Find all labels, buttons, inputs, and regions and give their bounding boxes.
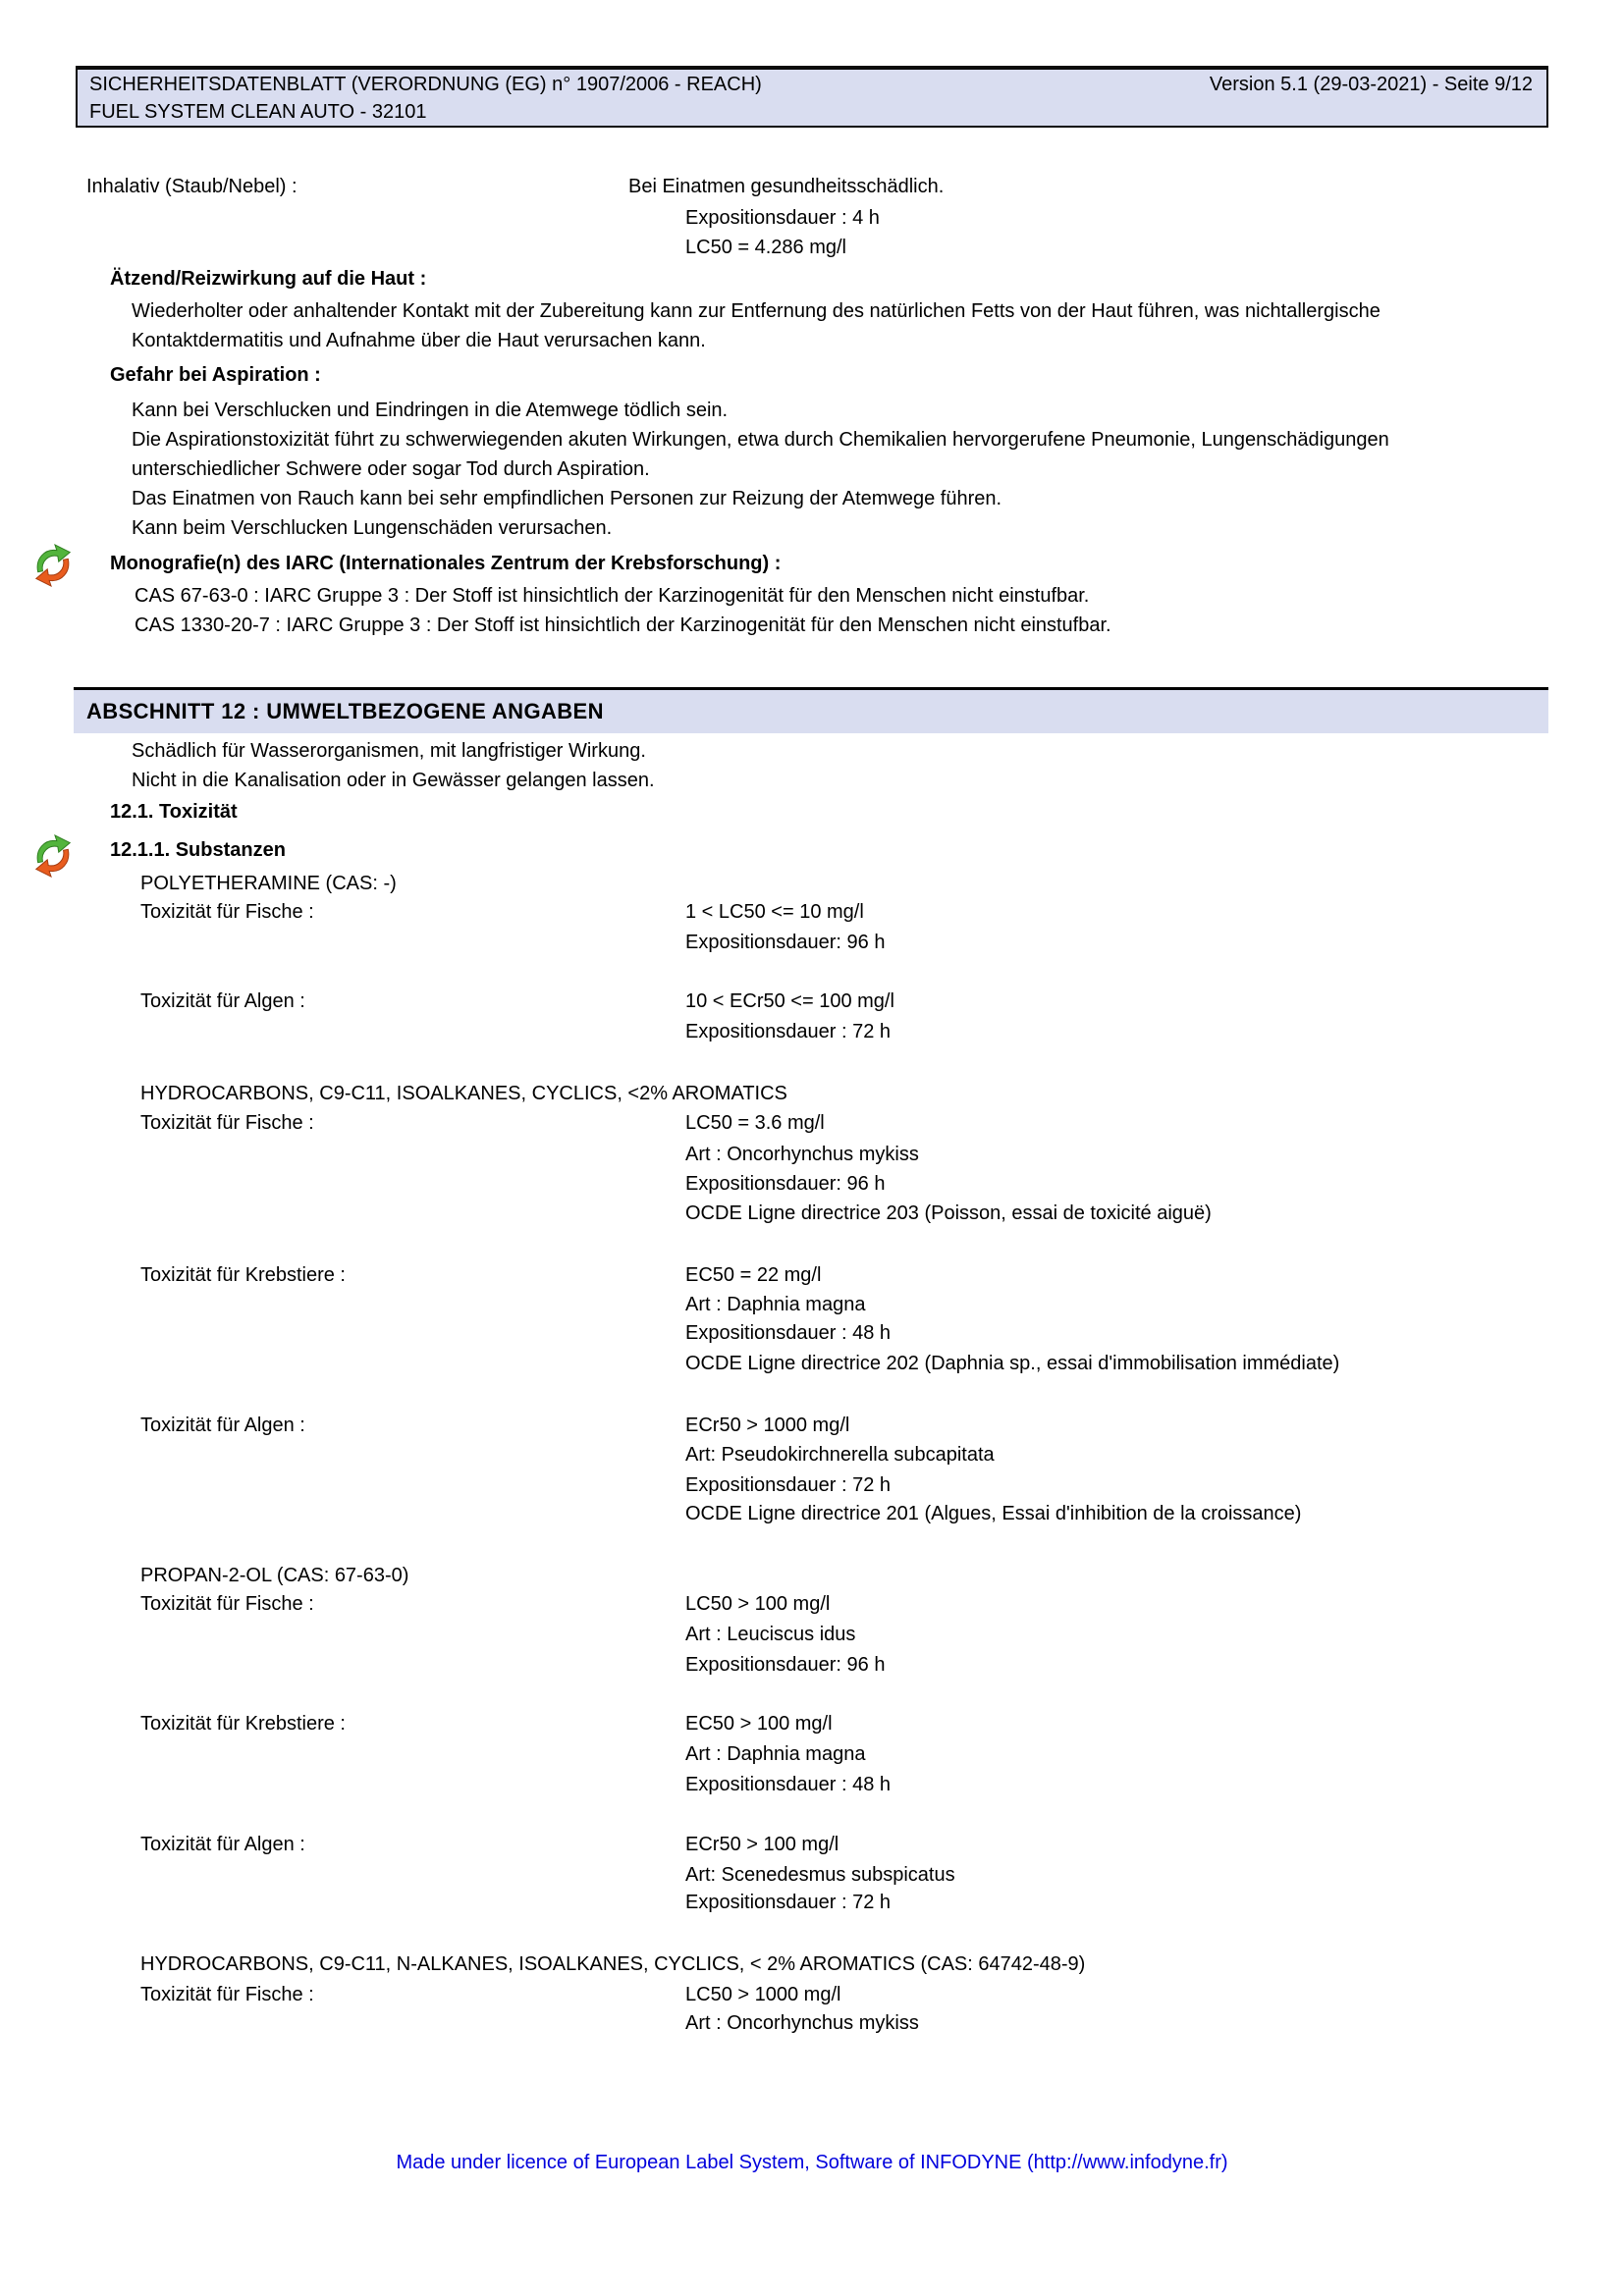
inhalation-value: Bei Einatmen gesundheitsschädlich. — [628, 176, 945, 197]
tox-row-value: Art : Oncorhynchus mykiss — [685, 1144, 919, 1165]
aspiration-hazard-text: Die Aspirationstoxizität führt zu schwerwiegenden akuten Wirkungen, etwa durch Chemikalien hervorgerufene Pneumonie, Lungenschädigungen — [132, 429, 1389, 451]
tox-row-value: Expositionsdauer: 96 h — [685, 932, 886, 953]
tox-row-value: Expositionsdauer : 48 h — [685, 1322, 892, 1344]
substance-name: POLYETHERAMINE (CAS: -) — [140, 873, 397, 894]
tox-row-label: Toxizität für Algen : — [140, 1834, 305, 1855]
section-12-header — [74, 690, 1548, 733]
aspiration-hazard-text: Kann beim Verschlucken Lungenschäden verursachen. — [132, 517, 613, 539]
tox-row-value: LC50 > 100 mg/l — [685, 1593, 831, 1615]
subsection-12-1-heading: 12.1. Toxizität — [110, 801, 238, 823]
iarc-heading: Monografie(n) des IARC (Internationales Zentrum der Krebsforschung) : — [110, 553, 782, 574]
document-title: SICHERHEITSDATENBLATT (VERORDNUNG (EG) n° 1907/2006 - REACH) — [89, 74, 762, 95]
product-name: FUEL SYSTEM CLEAN AUTO - 32101 — [89, 101, 427, 123]
tox-row-value: OCDE Ligne directrice 203 (Poisson, essai de toxicité aiguë) — [685, 1202, 1212, 1224]
tox-row-value: LC50 > 1000 mg/l — [685, 1984, 841, 2005]
tox-row-value: 1 < LC50 <= 10 mg/l — [685, 901, 864, 923]
tox-row-label: Toxizität für Krebstiere : — [140, 1264, 346, 1286]
tox-row-value: Art : Daphnia magna — [685, 1294, 866, 1315]
tox-row-value: Art: Scenedesmus subspicatus — [685, 1864, 955, 1886]
iarc-cas-line: CAS 1330-20-7 : IARC Gruppe 3 : Der Stoff ist hinsichtlich der Karzinogenität für den Menschen nicht einstufbar. — [135, 614, 1111, 636]
tox-row-value: Expositionsdauer : 72 h — [685, 1474, 892, 1496]
iarc-cas-line: CAS 67-63-0 : IARC Gruppe 3 : Der Stoff ist hinsichtlich der Karzinogenität für den Menschen nicht einstufbar. — [135, 585, 1090, 607]
tox-row-value: Art : Daphnia magna — [685, 1743, 866, 1765]
document-header — [76, 66, 1548, 128]
section-12-intro: Schädlich für Wasserorganismen, mit langfristiger Wirkung. — [132, 740, 646, 762]
skin-corrosion-text: Wiederholter oder anhaltender Kontakt mit der Zubereitung kann zur Entfernung des natürlichen Fetts von der Haut führen, was nichtallergische — [132, 300, 1380, 322]
section-12-intro: Nicht in die Kanalisation oder in Gewässer gelangen lassen. — [132, 770, 655, 791]
inhalation-value: LC50 = 4.286 mg/l — [685, 237, 846, 258]
tox-row-value: Expositionsdauer : 72 h — [685, 1892, 892, 1913]
aspiration-hazard-heading: Gefahr bei Aspiration : — [110, 364, 321, 386]
substance-name: HYDROCARBONS, C9-C11, N-ALKANES, ISOALKANES, CYCLICS, < 2% AROMATICS (CAS: 64742-48-9) — [140, 1953, 1086, 1975]
tox-row-value: OCDE Ligne directrice 201 (Algues, Essai d'inhibition de la croissance) — [685, 1503, 1302, 1524]
aspiration-hazard-text: Kann bei Verschlucken und Eindringen in die Atemwege tödlich sein. — [132, 400, 729, 421]
aspiration-hazard-text: unterschiedlicher Schwere oder sogar Tod durch Aspiration. — [132, 458, 650, 480]
tox-row-value: 10 < ECr50 <= 100 mg/l — [685, 990, 894, 1012]
substance-name: PROPAN-2-OL (CAS: 67-63-0) — [140, 1565, 409, 1586]
tox-row-label: Toxizität für Fische : — [140, 1593, 314, 1615]
tox-row-value: EC50 = 22 mg/l — [685, 1264, 822, 1286]
section-12-title: ABSCHNITT 12 : UMWELTBEZOGENE ANGABEN — [86, 699, 604, 723]
tox-row-value: EC50 > 100 mg/l — [685, 1713, 833, 1735]
tox-row-label: Toxizität für Algen : — [140, 990, 305, 1012]
tox-row-label: Toxizität für Fische : — [140, 901, 314, 923]
skin-corrosion-text: Kontaktdermatitis und Aufnahme über die Haut verursachen kann. — [132, 330, 706, 351]
tox-row-value: ECr50 > 100 mg/l — [685, 1834, 839, 1855]
tox-row-label: Toxizität für Fische : — [140, 1112, 314, 1134]
inhalation-route-label: Inhalativ (Staub/Nebel) : — [86, 176, 298, 197]
tox-row-value: Art : Oncorhynchus mykiss — [685, 2012, 919, 2034]
tox-row-value: Art : Leuciscus idus — [685, 1624, 856, 1645]
footer-licence-text: Made under licence of European Label System, Software of INFODYNE (http://www.infodyne.fr) — [396, 2152, 1228, 2173]
tox-row-label: Toxizität für Algen : — [140, 1415, 305, 1436]
tox-row-value: Expositionsdauer: 96 h — [685, 1173, 886, 1195]
tox-row-label: Toxizität für Krebstiere : — [140, 1713, 346, 1735]
tox-row-value: Art: Pseudokirchnerella subcapitata — [685, 1444, 995, 1466]
tox-row-value: LC50 = 3.6 mg/l — [685, 1112, 825, 1134]
tox-row-value: Expositionsdauer: 96 h — [685, 1654, 886, 1676]
tox-row-value: Expositionsdauer : 48 h — [685, 1774, 892, 1795]
tox-row-value: OCDE Ligne directrice 202 (Daphnia sp., essai d'immobilisation immédiate) — [685, 1353, 1340, 1374]
skin-corrosion-heading: Ätzend/Reizwirkung auf die Haut : — [110, 268, 427, 290]
tox-row-value: ECr50 > 1000 mg/l — [685, 1415, 850, 1436]
tox-row-label: Toxizität für Fische : — [140, 1984, 314, 2005]
tox-row-value: Expositionsdauer : 72 h — [685, 1021, 892, 1042]
inhalation-value: Expositionsdauer : 4 h — [685, 207, 880, 229]
substance-name: HYDROCARBONS, C9-C11, ISOALKANES, CYCLICS, <2% AROMATICS — [140, 1083, 787, 1104]
version-page-info: Version 5.1 (29-03-2021) - Seite 9/12 — [1209, 74, 1533, 95]
subsection-12-1-1-heading: 12.1.1. Substanzen — [110, 839, 286, 861]
aspiration-hazard-text: Das Einatmen von Rauch kann bei sehr empfindlichen Personen zur Reizung der Atemwege führen. — [132, 488, 1002, 509]
